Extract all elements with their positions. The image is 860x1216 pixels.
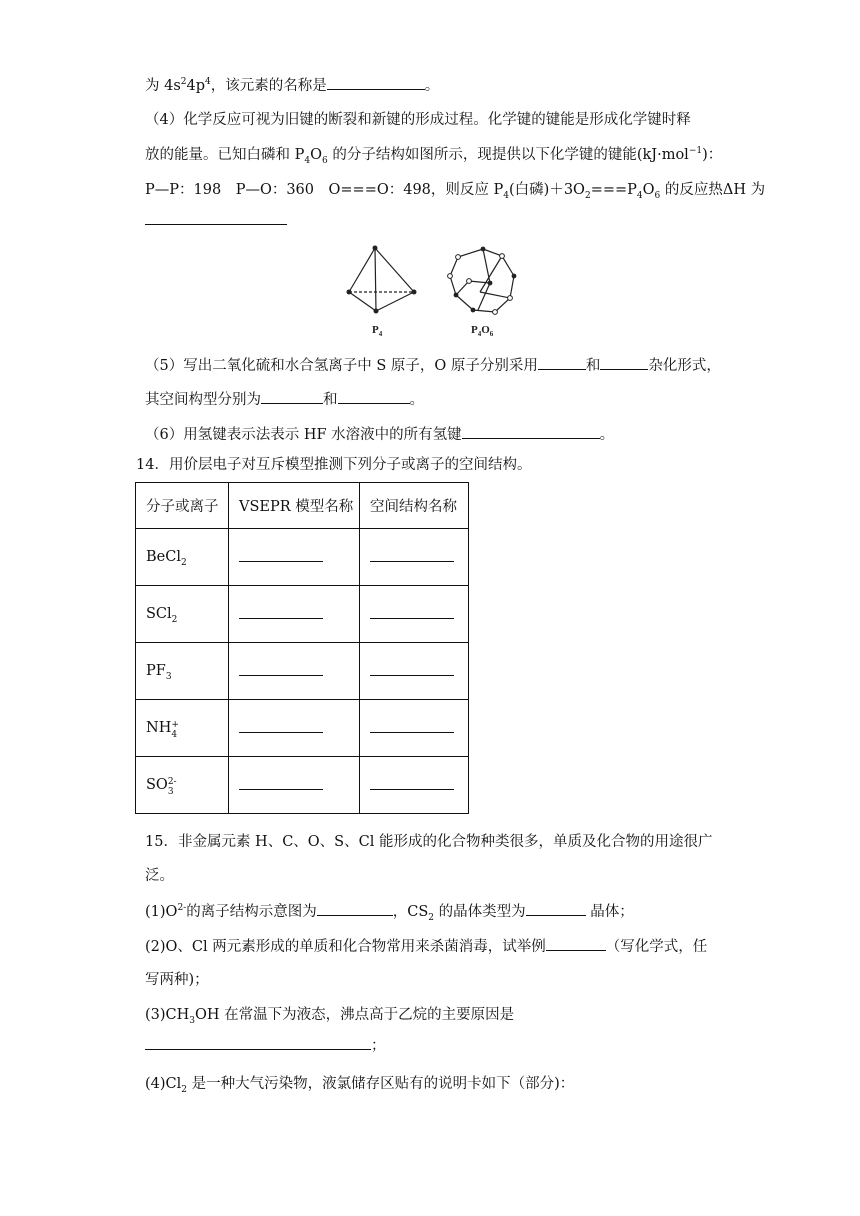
- q15-part3-line1: $(3)CH_3OH$ 在常温下为液态，沸点高于乙烷的主要原因是: [145, 1007, 515, 1026]
- table-row: [136, 757, 469, 814]
- p4o6-label: $P_4O_6$: [471, 324, 494, 338]
- q13-part4-line3: P—P：198 P—O：360 O===O：498，则反应 $P_4$(白磷)$+3O_2===P_4O_6$ 的反应热ΔH 为: [145, 182, 766, 201]
- table-header-row: [136, 483, 469, 529]
- table-row: [136, 586, 469, 643]
- species-cell: BeCl$_2$: [136, 529, 229, 586]
- table-row: [136, 700, 469, 757]
- structure-answer-cell[interactable]: [360, 529, 469, 586]
- answer-blank[interactable]: [338, 389, 410, 404]
- q15-stem-line1: 15．非金属元素 H、C、O、S、Cl 能形成的化合物种类很多，单质及化合物的用途很广: [145, 834, 713, 850]
- header-species: 分子或离子: [136, 483, 229, 529]
- answer-blank[interactable]: [327, 75, 425, 90]
- vsepr-answer-cell[interactable]: [229, 529, 360, 586]
- q13-part5-line1: （5）写出二氧化硫和水合氢离子中 S 原子，O 原子分别采用 和 杂化形式，: [145, 355, 721, 376]
- q13-part4-line1: （4）化学反应可视为旧键的断裂和新键的形成过程。化学键的键能是形成化学键时释: [145, 112, 691, 128]
- vsepr-answer-cell[interactable]: [229, 586, 360, 643]
- answer-blank[interactable]: [546, 936, 606, 951]
- p4-label: $P_4$: [372, 324, 383, 338]
- q13-line-4s4p: 为 $4s^24p^4$，该元素的名称是 。: [145, 75, 439, 96]
- structure-answer-cell[interactable]: [360, 700, 469, 757]
- structure-answer-cell[interactable]: [360, 643, 469, 700]
- structure-answer-cell[interactable]: [360, 586, 469, 643]
- species-cell: $PF_3$: [136, 643, 229, 700]
- answer-blank[interactable]: [261, 389, 323, 404]
- answer-blank[interactable]: [462, 424, 600, 439]
- vsepr-answer-cell[interactable]: [229, 643, 360, 700]
- q13-part4-answer-line: [145, 210, 287, 231]
- q15-part2-line2: 写两种)；: [145, 972, 209, 988]
- answer-blank[interactable]: [600, 355, 648, 370]
- answer-blank[interactable]: [538, 355, 586, 370]
- q13-part6: （6）用氢键表示法表示 HF 水溶液中的所有氢键 。: [145, 424, 614, 445]
- p4-tetrahedron: [349, 248, 414, 311]
- table-row: [136, 529, 469, 586]
- species-cell: SO 2- 3: [136, 757, 229, 814]
- answer-blank[interactable]: [317, 901, 393, 916]
- q14-stem: 14．用价层电子对互斥模型推测下列分子或离子的空间结构。: [136, 457, 532, 473]
- q15-stem-line2: 泛。: [145, 868, 174, 884]
- q13-part4-line2: 放的能量。已知白磷和 $P_4O_6$ 的分子结构如图所示，现提供以下化学键的键能(kJ·mol$^{-1}$)：: [145, 146, 723, 166]
- species-cell: NH + 4: [136, 700, 229, 757]
- header-spatial-structure: 空间结构名称: [360, 483, 469, 529]
- answer-blank[interactable]: [145, 210, 287, 225]
- header-vsepr-model: VSEPR 模型名称: [229, 483, 360, 529]
- table-row: [136, 643, 469, 700]
- vsepr-table: [135, 482, 469, 814]
- structure-answer-cell[interactable]: [360, 757, 469, 814]
- q15-part4: $(4)Cl_2$ 是一种大气污染物，液氯储存区贴有的说明卡如下（部分)：: [145, 1076, 575, 1095]
- answer-blank[interactable]: [526, 901, 586, 916]
- vsepr-answer-cell[interactable]: [229, 757, 360, 814]
- q15-part1: $(1)O^{2-}$的离子结构示意图为 ，$CS_2$ 的晶体类型为 晶体；: [145, 901, 634, 922]
- molecule-structure-figure: [342, 240, 520, 340]
- q13-part5-line2: 其空间构型分别为 和 。: [145, 389, 424, 410]
- answer-blank[interactable]: [145, 1035, 371, 1050]
- vsepr-answer-cell[interactable]: [229, 700, 360, 757]
- species-cell: SCl$_2$: [136, 586, 229, 643]
- p4-p4o6-diagram: [342, 240, 520, 340]
- q15-part2-line1: (2)O、Cl 两元素形成的单质和化合物常用来杀菌消毒，试举例 （写化学式，任: [145, 936, 707, 957]
- q15-part3-line2: ；: [145, 1035, 386, 1056]
